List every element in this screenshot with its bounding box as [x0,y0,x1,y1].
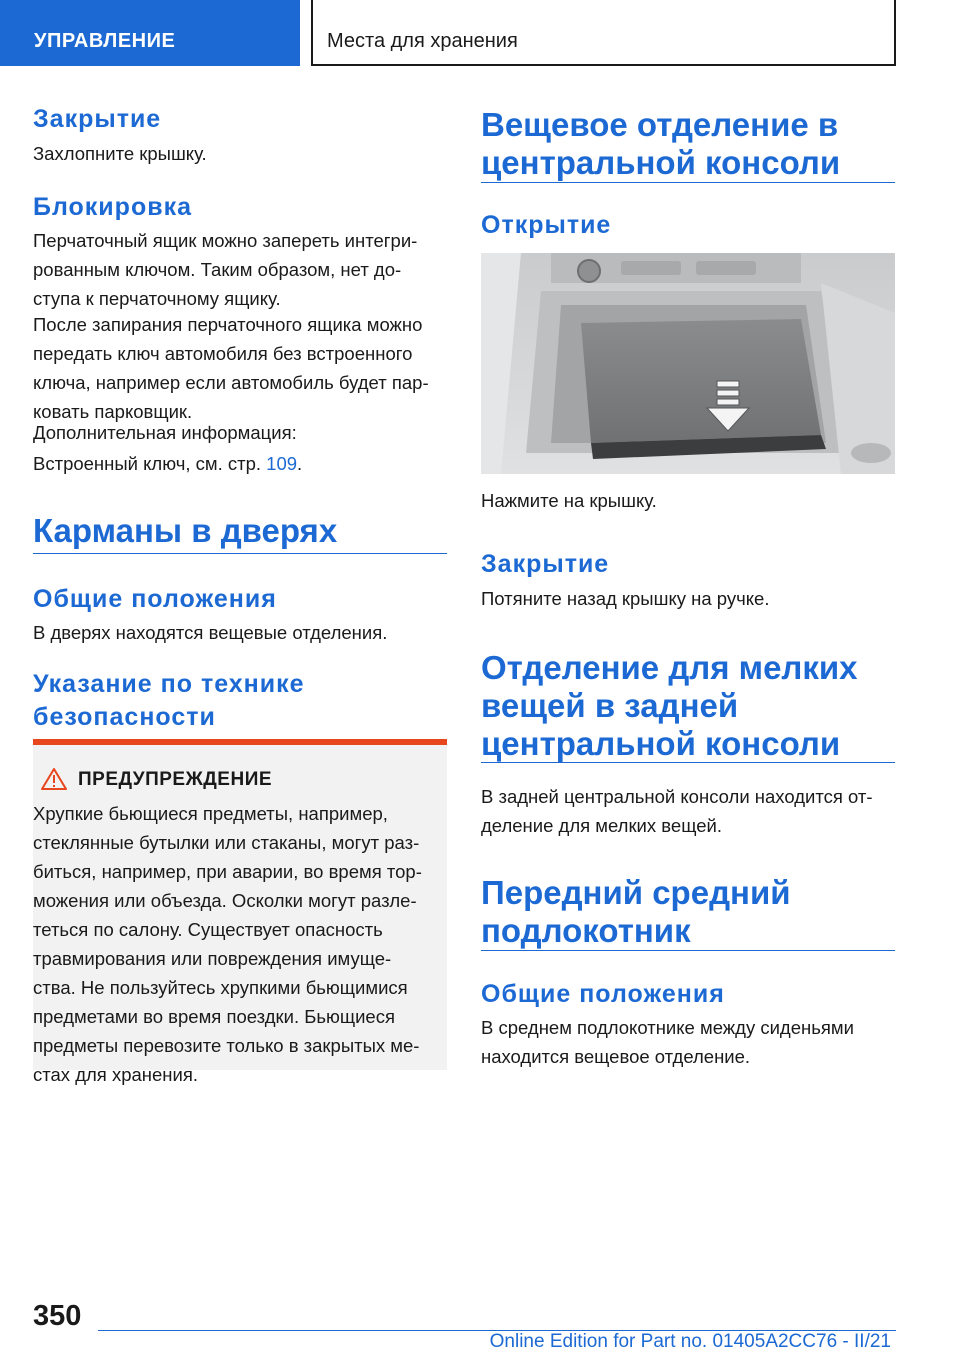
key-reference: Встроенный ключ, см. стр. 109. [33,453,303,474]
section-divider [481,182,895,183]
page-link[interactable]: 109 [266,453,298,474]
console-illustration [481,253,895,474]
chapter-title: Места для хранения [327,30,518,52]
locking-paragraph-2: После запирания перчаточного ящика можно передать ключ автомобиля без встроенного ключа, например если автомобиль будет пар- ковать парковщик. [33,314,429,422]
page-number: 350 [33,1300,82,1332]
section-divider [33,553,447,554]
section-tab [0,0,300,66]
locking-paragraph-1: Перчаточный ящик можно запереть интегри- рованным ключом. Таким образом, нет до- ступа к перчаточному ящику. [33,230,418,309]
small-items-text: В задней центральной консоли находится от- деление для мелких вещей. [481,786,873,836]
small-items-heading: Отделение для мелких вещей в задней центральной консоли [481,649,858,762]
general-heading-right: Общие положения [481,980,725,1008]
press-lid-text: Нажмите на крышку. [481,490,657,511]
more-info-label: Дополнительная информация: [33,422,297,443]
warning-title: ПРЕДУПРЕЖДЕНИЕ [78,769,273,790]
closing-heading-right: Закрытие [481,550,610,578]
door-pockets-heading: Карманы в дверях [33,512,338,549]
section-divider [481,762,895,763]
opening-heading: Открытие [481,211,612,239]
console-compartment-photo [481,253,895,474]
armrest-text: В среднем подлокотнике между сиденьями находится вещевое отделение. [481,1017,854,1067]
closing-text: Захлопните крышку. [33,143,207,164]
chapter-header [311,0,896,66]
section-divider [481,950,895,951]
safety-heading: Указание по технике безопасности [33,670,305,731]
warning-triangle-icon [41,767,67,791]
door-pockets-text: В дверях находятся вещевые отделения. [33,622,388,643]
warning-box [33,739,447,1085]
warning-text: Хрупкие бьющиеся предметы, например, стеклянные бутылки или стаканы, могут раз- биться, например, при аварии, во время тор- можения или объезда. Осколки могут разле- теться по салону. Существует опасность травмирования или повреждения имуще- ства. Не пользуйтесь хрупкими бьющимися предметами во время поездки. Бьющиеся предметы перевозите только в закрытых ме- стах для хранения. [33,803,422,1085]
pull-lid-text: Потяните назад крышку на ручке. [481,588,770,609]
armrest-heading: Передний средний подлокотник [481,874,791,949]
edition-info: Online Edition for Part no. 01405A2CC76 - II/21 [489,1331,891,1352]
console-compartment-heading: Вещевое отделение в центральной консоли [481,106,841,181]
general-heading-left: Общие положения [33,585,277,613]
closing-heading: Закрытие [33,105,162,133]
section-label: УПРАВЛЕНИЕ [34,30,176,52]
locking-heading: Блокировка [33,193,192,221]
